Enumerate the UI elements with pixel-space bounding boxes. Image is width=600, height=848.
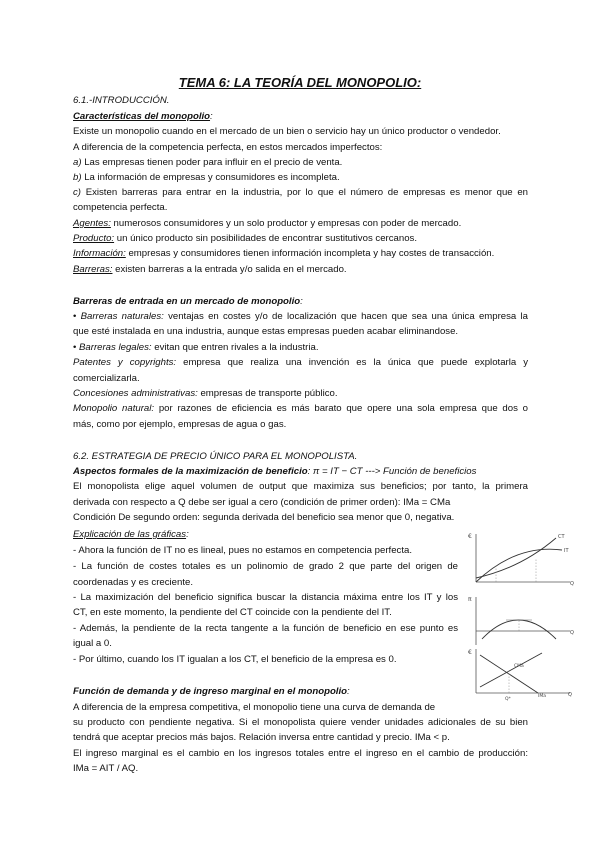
paragraph: Monopolio natural: por razones de eficiencia es más barato que opere una sola empresa que dos o [73,403,528,414]
axis-label: € [468,649,472,656]
subheading-explanation: Explicación de las gráficas: [73,529,189,540]
paragraph: Patentes y copyrights: empresa que realiza una invención es la única que puede explotarla y [73,357,528,368]
list-item: - Además, la pendiente de la recta tangente a la función de beneficio en ese punto es [73,623,458,634]
list-item: b) La información de empresas y consumidores es incompleta. [73,172,340,183]
it-curve [476,549,562,582]
paragraph: A diferencia de la empresa competitiva, el monopolio tiene una curva de demanda de [73,702,436,713]
definition-agentes: Agentes: numerosos consumidores y un solo productor y empresas con poder de mercado. [73,218,462,229]
axis-label: π [468,596,472,603]
paragraph: que esté instalada en una industria, aunque estas empresas pueden acabar eliminandose. [73,326,459,337]
list-item: a) Las empresas tienen poder para influir en el precio de venta. [73,157,343,168]
curve-label: IMa [538,694,546,699]
axis-label: Q [568,692,572,698]
subheading-barriers: Barreras de entrada en un mercado de monopolio: [73,296,303,307]
graph-profit [466,593,576,648]
list-item: c) Existen barreras para entrar en la industria, por lo que el número de empresas es menor que en [73,187,528,198]
cma-line [480,653,542,687]
curve-label: IT [564,548,569,554]
paragraph: competencia perfecta. [73,202,168,213]
paragraph: El ingreso marginal es el cambio en los ingresos totales entre el ingreso en el cambio de producción: [73,748,528,759]
paragraph: Condición De segundo orden: segunda derivada del beneficio sea menor que 0, negativa. [73,512,455,523]
curve-label: CT [558,534,565,540]
graph-marginal [466,647,576,703]
list-item: - Por último, cuando los IT igualan a los CT, el beneficio de la empresa es 0. [73,654,397,665]
definition-barreras: Barreras: existen barreras a la entrada y/o salida en el mercado. [73,264,347,275]
paragraph: CT, en este momento, la pendiente del CT coincide con la pendiente del IT. [73,607,392,618]
definition-producto: Producto: un único producto sin posibilidades de encontrar sustitutivos cercanos. [73,233,417,244]
paragraph: coordenadas y es creciente. [73,577,193,588]
section-heading-strategy: 6.2. ESTRATEGIA DE PRECIO ÚNICO PARA EL MONOPOLISTA. [73,451,358,462]
list-item: • Barreras naturales: ventajas en costes y/o de localización que hacen que sea una única empresa la [73,311,528,322]
paragraph: más, como por ejemplo, empresas de agua o gas. [73,419,287,430]
axis-label: € [468,533,472,540]
list-item: - La función de costes totales es un polinomio de grado 2 que parte del origen de [73,561,458,572]
paragraph: igual a 0. [73,638,112,649]
definition-informacion: Información: empresas y consumidores tienen información incompleta y hay costes de transacción. [73,248,495,259]
paragraph: Concesiones administrativas: empresas de transporte público. [73,388,338,399]
axis-label: Q* [505,697,511,702]
axis-label: Q [570,630,574,636]
axis-label: Q [570,581,574,587]
paragraph: Existe un monopolio cuando en el mercado de un bien o servicio hay un único productor o vendedor. [73,126,501,137]
list-item: - Ahora la función de IT no es lineal, pues no estamos en competencia perfecta. [73,545,413,556]
list-item: • Barreras legales: evitan que entren rivales a la industria. [73,342,319,353]
paragraph: su producto con pendiente negativa. Si el monopolista quiere vender unidades adicionales de su bien [73,717,528,728]
graph-it-ct [466,530,576,590]
curve-label: CMa [514,664,524,669]
subheading-aspects: Aspectos formales de la maximización de beneficio: π = IT − CT ---> Función de beneficios [73,466,477,477]
paragraph: derivada con respecto a Q debe ser igual a cero (condición de primer orden): IMa = CMa [73,497,451,508]
paragraph: tendrá que aceptar precios más bajos. Relación inversa entre cantidad y precio. IMa < p. [73,732,450,743]
paragraph: El monopolista elige aquel volumen de output que maximiza sus beneficios; por tanto, la primera [73,481,528,492]
subheading-characteristics: Características del monopolio: [73,111,213,122]
paragraph: IMa = AIT / AQ. [73,763,139,774]
subheading-demand: Función de demanda y de ingreso marginal en el monopolio: [73,686,350,697]
page-title: TEMA 6: LA TEORÍA DEL MONOPOLIO: [178,75,422,90]
paragraph: A diferencia de la competencia perfecta, en estos mercados imperfectos: [73,142,383,153]
section-heading-intro: 6.1.-INTRODUCCIÓN. [73,95,170,106]
list-item: - La maximización del beneficio significa buscar la distancia máxima entre los IT y los [73,592,458,603]
paragraph: comercializarla. [73,373,140,384]
